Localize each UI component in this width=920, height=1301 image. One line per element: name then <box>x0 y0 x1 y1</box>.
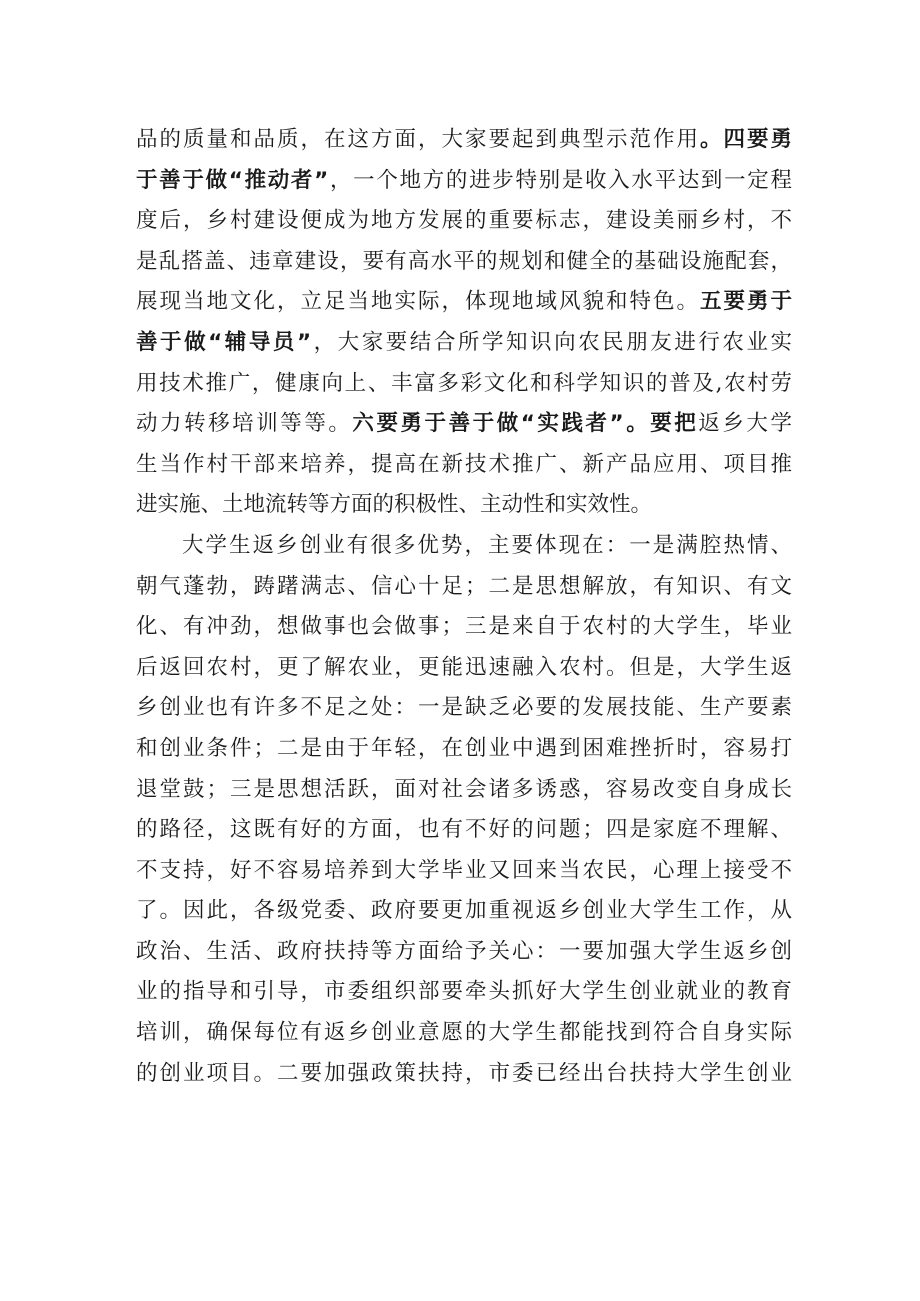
text-line: 业的指导和引导，市委组织部要牵头抓好大学生创业就业的教育 <box>136 979 792 1005</box>
paragraph-2 <box>136 526 792 1094</box>
text-line: 和创业条件；二是由于年轻，在创业中遇到困难挫折时，容易打 <box>136 735 792 761</box>
bold-phrase: 善于做“辅导员” <box>136 329 312 355</box>
text-line: 展现当地文化，立足当地实际，体现地域风貌和特色。五要勇于 <box>136 289 792 315</box>
text-line: 的创业项目。二要加强政策扶持，市委已经出台扶持大学生创业 <box>136 1060 792 1086</box>
text-line: 政治、生活、政府扶持等方面给予关心：一要加强大学生返乡创 <box>136 938 792 964</box>
paragraph-1 <box>136 120 792 526</box>
document-page <box>136 120 792 1094</box>
text-line: 不支持，好不容易培养到大学毕业又回来当农民，心理上接受不 <box>136 857 792 883</box>
text-line: 了。因此，各级党委、政府要更加重视返乡创业大学生工作，从 <box>136 898 792 924</box>
text-line: 乡创业也有许多不足之处：一是缺乏必要的发展技能、生产要素 <box>136 695 792 721</box>
bold-phrase: 于善于做“推动者” <box>136 167 329 193</box>
text-line: 用技术推广，健康向上、丰富多彩文化和科学知识的普及,农村劳 <box>136 370 792 396</box>
text-line: 退堂鼓；三是思想活跃，面对社会诸多诱惑，容易改变自身成长 <box>136 776 792 802</box>
text-line: 善于做“辅导员”，大家要结合所学知识向农民朋友进行农业实 <box>136 329 792 355</box>
text-line: 是乱搭盖、违章建设，要有高水平的规划和健全的基础设施配套， <box>136 248 792 274</box>
text-line: 度后，乡村建设便成为地方发展的重要标志，建设美丽乡村，不 <box>136 208 792 234</box>
bold-phrase: 五要勇于 <box>699 289 792 315</box>
text-line: 动力转移培训等等。六要勇于善于做“实践者”。要把返乡大学 <box>136 411 792 437</box>
bold-phrase: 六要勇于善于做“实践者”。要把 <box>352 411 699 437</box>
text-line: 化、有冲劲，想做事也会做事；三是来自于农村的大学生，毕业 <box>136 614 792 640</box>
text-line: 大学生返乡创业有很多优势，主要体现在：一是满腔热情、 <box>182 532 792 558</box>
text-line: 于善于做“推动者”，一个地方的进步特别是收入水平达到一定程 <box>136 167 792 193</box>
bold-phrase: 。四要勇 <box>699 127 792 152</box>
text-line: 的路径，这既有好的方面，也有不好的问题；四是家庭不理解、 <box>136 817 792 843</box>
text-line: 品的质量和品质，在这方面，大家要起到典型示范作用。四要勇 <box>136 127 792 152</box>
text-line: 培训，确保每位有返乡创业意愿的大学生都能找到符合自身实际 <box>136 1020 792 1046</box>
text-line: 生当作村干部来培养，提高在新技术推广、新产品应用、项目推 <box>136 451 792 477</box>
text-line: 朝气蓬勃，踌躇满志、信心十足；二是思想解放，有知识、有文 <box>136 573 792 599</box>
text-line: 进实施、土地流转等方面的积极性、主动性和实效性。 <box>136 492 653 518</box>
text-line: 后返回农村，更了解农业，更能迅速融入农村。但是，大学生返 <box>136 654 792 680</box>
